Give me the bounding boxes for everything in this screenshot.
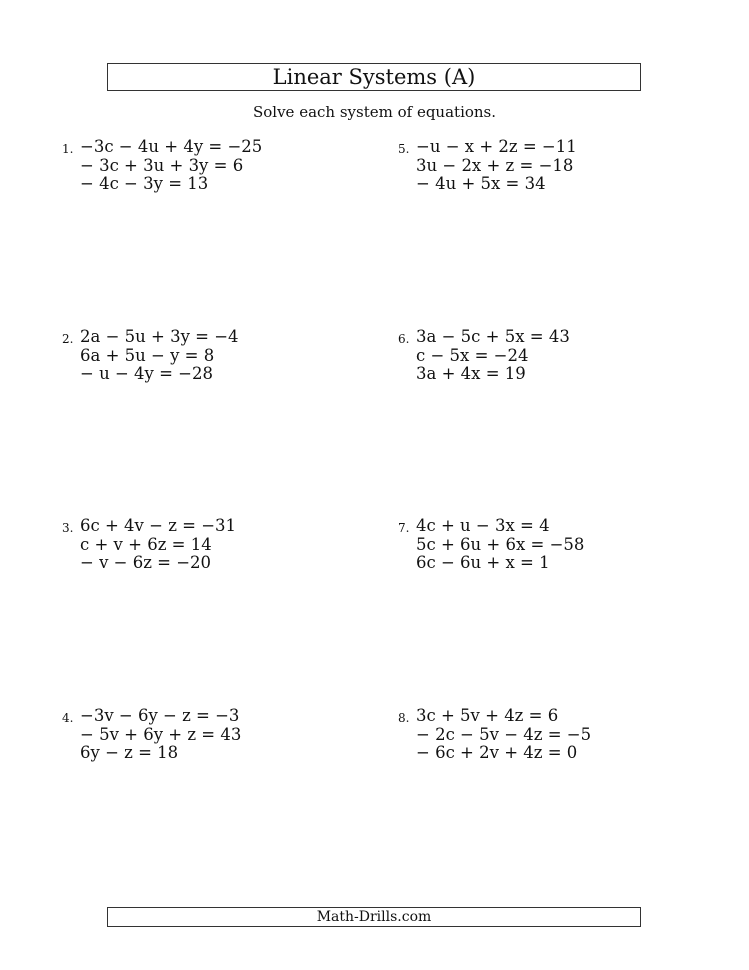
equation: 3a + 4x = 19 [416,364,526,383]
equation: −3v − 6y − z = −3 [80,706,240,725]
problem-number: 5. [398,142,410,156]
equation-system [80,707,241,763]
problem-number: 8. [398,711,410,725]
equation: − 4u + 5x = 34 [416,174,546,193]
equation-system [416,707,591,763]
equation: 4c + u − 3x = 4 [416,516,550,535]
equation: 2a − 5u + 3y = −4 [80,327,239,346]
equation: 6a + 5u − y = 8 [80,345,215,365]
equation-system [80,138,262,194]
equation: − 4c − 3y = 13 [80,174,209,193]
equation: 6c + 4v − z = −31 [80,516,237,535]
worksheet-title [107,63,641,91]
footer-text: Math-Drills.com [316,909,432,925]
equation: 6c − 6u + x = 1 [416,553,550,572]
equation: − u − 4y = −28 [80,364,213,383]
equation-system [80,517,236,573]
problem-number: 6. [398,332,410,346]
equation-system [80,328,239,384]
equation: −u − x + 2z = −11 [416,137,577,156]
equation-system [416,138,577,194]
equation: c + v + 6z = 14 [80,534,212,554]
title-text: Linear Systems (A) [272,65,476,89]
equation: 3c + 5v + 4z = 6 [416,706,559,725]
equation: 5c + 6u + 6x = −58 [416,534,585,554]
problem-number: 2. [62,332,74,346]
equation: 6y − z = 18 [80,743,179,762]
problem-number: 3. [62,521,74,535]
equation: 3u − 2x + z = −18 [416,155,574,175]
problem-number: 1. [62,142,74,156]
equation: − 2c − 5v − 4z = −5 [416,724,592,744]
equation-system [416,517,584,573]
problem-number: 7. [398,521,410,535]
instructions: Solve each system of equations. [252,103,497,121]
equation: −3c − 4u + 4y = −25 [80,137,263,156]
equation: 3a − 5c + 5x = 43 [416,327,570,346]
footer [107,907,641,927]
equation: − 3c + 3u + 3y = 6 [80,155,244,175]
problem-number: 4. [62,711,74,725]
equation-system [416,328,570,384]
equation: c − 5x = −24 [416,345,529,365]
equation: − 5v + 6y + z = 43 [80,724,242,744]
equation: − v − 6z = −20 [80,553,212,572]
equation: − 6c + 2v + 4z = 0 [416,743,578,762]
